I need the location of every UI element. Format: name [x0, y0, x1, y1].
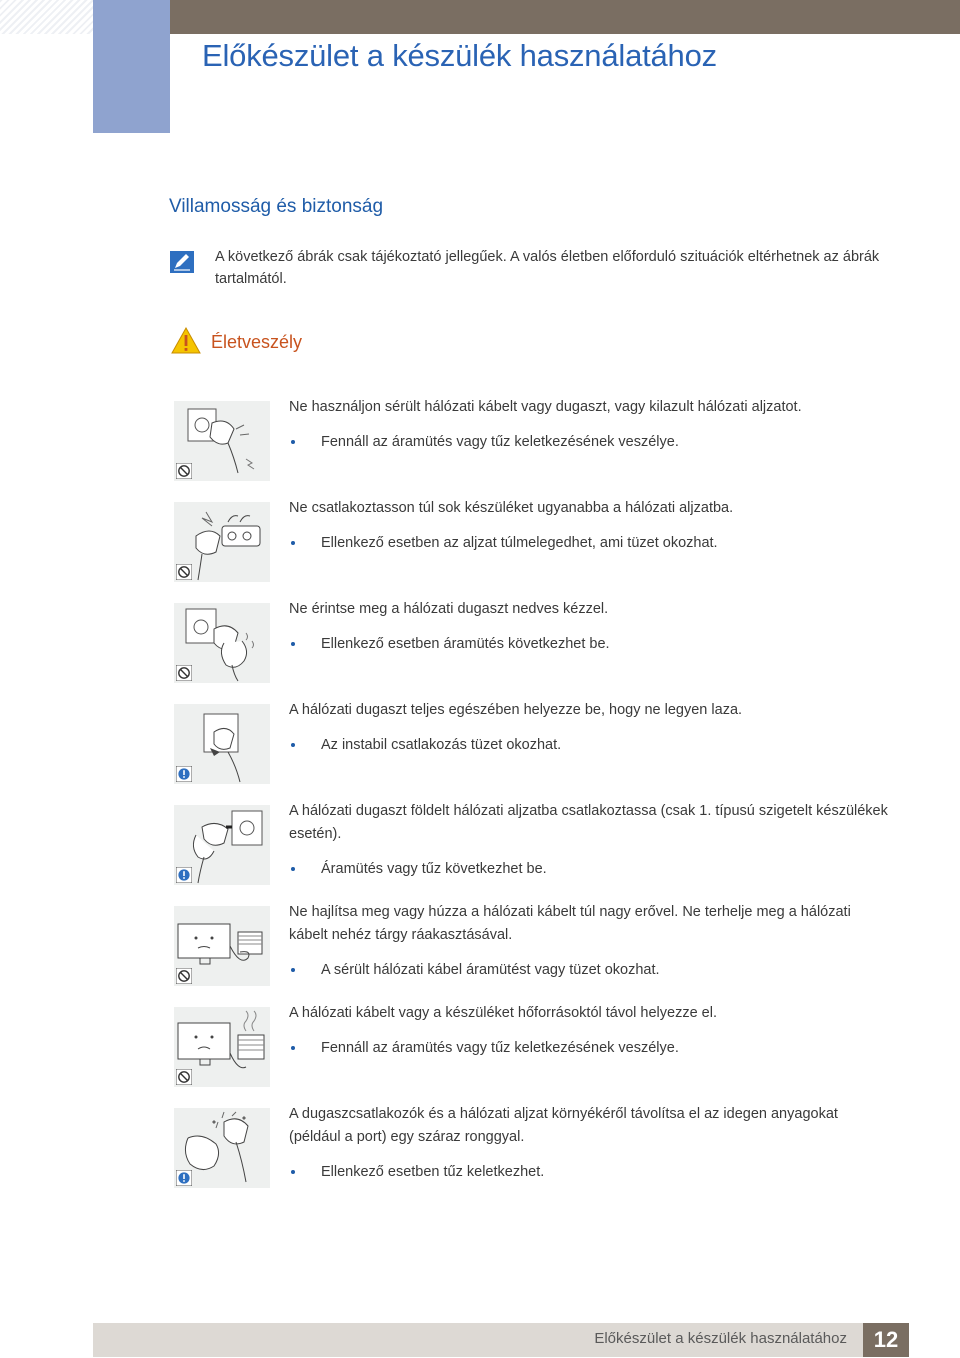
page-number: 12	[863, 1323, 909, 1357]
mandatory-icon	[176, 766, 192, 782]
footer-text: Előkészület a készülék használatához	[594, 1330, 847, 1347]
prohibited-icon	[176, 564, 192, 580]
item-text: A hálózati dugaszt földelt hálózati aljzatba csatlakoztassa (csak 1. típusú szigetelt készülékek esetén).	[289, 803, 888, 842]
page-title: Előkészület a készülék használatához	[202, 38, 717, 73]
warning-title: Életveszély	[211, 332, 303, 352]
item-text: A hálózati kábelt vagy a készüléket hőforrásoktól távol helyezze el.	[289, 1005, 717, 1021]
item-bullet: Fennáll az áramütés vagy tűz keletkezésének veszélye.	[289, 432, 679, 452]
item-bullet: Az instabil csatlakozás tüzet okozhat.	[289, 735, 561, 755]
prohibited-icon	[176, 463, 192, 479]
prohibited-icon	[176, 1069, 192, 1085]
note-pencil-icon	[170, 251, 194, 273]
bent-cable-illustration	[174, 906, 270, 986]
item-text: A dugaszcsatlakozók és a hálózati aljzat környékéről távolítsa el az idegen anyagokat (például a port) egy száraz ronggyal.	[289, 1106, 838, 1145]
mandatory-icon	[176, 867, 192, 883]
insert-plug-fully-illustration	[174, 704, 270, 784]
grounded-outlet-illustration	[174, 805, 270, 885]
note-text: A következő ábrák csak tájékoztató jellegűek. A valós életben előforduló szituációk eltérhetnek az ábrák tartalmától.	[215, 249, 880, 287]
item-text: Ne hajlítsa meg vagy húzza a hálózati kábelt túl nagy erővel. Ne terhelje meg a hálózati kábelt nehéz tárgy ráakasztásával.	[289, 904, 851, 943]
item-text: Ne érintse meg a hálózati dugaszt nedves kézzel.	[289, 601, 609, 617]
damaged-plug-illustration	[174, 401, 270, 481]
wet-hand-plug-illustration	[174, 603, 270, 683]
section-title: Villamosság és biztonság	[169, 196, 384, 217]
prohibited-icon	[176, 968, 192, 984]
item-text: A hálózati dugaszt teljes egészében helyezze be, hogy ne legyen laza.	[289, 702, 743, 718]
item-bullet: Ellenkező esetben tűz keletkezhet.	[289, 1162, 544, 1182]
item-bullet: Fennáll az áramütés vagy tűz keletkezésének veszélye.	[289, 1038, 679, 1058]
item-bullet: A sérült hálózati kábel áramütést vagy tüzet okozhat.	[289, 960, 660, 980]
item-bullet: Ellenkező esetben áramütés következhet be.	[289, 634, 610, 654]
mandatory-icon	[176, 1170, 192, 1186]
item-text: Ne használjon sérült hálózati kábelt vagy dugaszt, vagy kilazult hálózati aljzatot.	[289, 399, 802, 415]
header-hatch-pattern	[0, 0, 93, 34]
item-text: Ne csatlakoztasson túl sok készüléket ugyanabba a hálózati aljzatba.	[289, 500, 734, 516]
footer-bar	[93, 1323, 863, 1357]
clean-plug-illustration	[174, 1108, 270, 1188]
overloaded-outlet-illustration	[174, 502, 270, 582]
heat-source-illustration	[174, 1007, 270, 1087]
warning-triangle-icon	[171, 327, 201, 354]
prohibited-icon	[176, 665, 192, 681]
item-bullet: Ellenkező esetben az aljzat túlmelegedhet, ami tüzet okozhat.	[289, 533, 718, 553]
header-tab	[93, 0, 170, 133]
header-top-bar	[170, 0, 960, 34]
item-bullet: Áramütés vagy tűz következhet be.	[289, 859, 547, 879]
